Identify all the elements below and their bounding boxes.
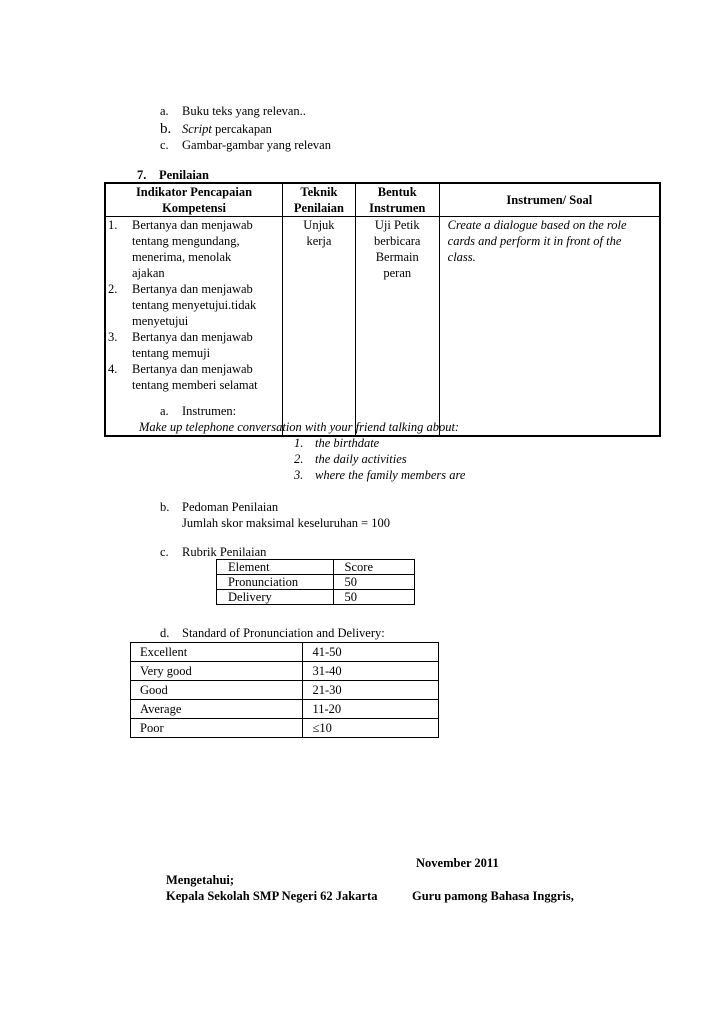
- pedoman-detail: Jumlah skor maksimal keseluruhan = 100: [182, 516, 391, 530]
- media-item-c: [160, 138, 331, 153]
- section-title: Penilaian: [159, 168, 210, 182]
- list-item: [106, 281, 282, 329]
- instrumen-heading: [160, 404, 236, 419]
- instrumen-prompt: Make up telephone conversation with your friend talking about:: [139, 420, 460, 434]
- topic-text: the daily activities: [315, 452, 407, 466]
- table-row: [131, 681, 439, 700]
- header-line: Penilaian: [293, 201, 344, 215]
- rubrik-label: Rubrik Penilaian: [182, 545, 267, 559]
- header-soal: Instrumen/ Soal: [439, 183, 660, 217]
- item-number: 1.: [108, 218, 118, 232]
- item-number: 4.: [108, 362, 118, 376]
- list-marker: c.: [160, 545, 169, 559]
- item-line: Bertanya dan menjawab: [132, 282, 253, 296]
- pedoman-heading: [160, 500, 278, 515]
- range-cell: ≤10: [303, 719, 439, 738]
- table-row: [217, 590, 415, 605]
- grade-cell: Poor: [131, 719, 303, 738]
- standard-label: Standard of Pronunciation and Delivery:: [182, 626, 385, 640]
- item-line: menerima, menolak: [132, 250, 232, 264]
- grade-cell: Average: [131, 700, 303, 719]
- media-item-b: [160, 122, 272, 137]
- section-heading: [137, 168, 209, 183]
- table-row: [217, 575, 415, 590]
- table-row: [217, 560, 415, 575]
- topic-text: where the family members are: [315, 468, 466, 482]
- cell-line: peran: [383, 266, 412, 280]
- range-cell: 31-40: [303, 662, 439, 681]
- list-marker: b.: [160, 500, 170, 514]
- standard-heading: [160, 626, 385, 641]
- media-text: Gambar-gambar yang relevan: [182, 138, 331, 152]
- teknik-cell: [283, 217, 356, 437]
- grade-cell: Good: [131, 681, 303, 700]
- soal-cell: [439, 217, 660, 437]
- item-line: tentang menyetujui.tidak: [132, 298, 257, 312]
- topic-text: the birthdate: [315, 436, 380, 450]
- item-line: Bertanya dan menjawab: [132, 330, 253, 344]
- item-number: 3.: [108, 330, 118, 344]
- item-line: tentang mengundang,: [132, 234, 240, 248]
- footer-guru: Guru pamong Bahasa Inggris,: [412, 889, 574, 903]
- list-marker: b.: [160, 121, 172, 137]
- rubrik-element: Element: [217, 560, 334, 575]
- cell-line: Bermain: [375, 250, 419, 264]
- header-line: Instrumen: [369, 201, 426, 215]
- rubrik-score: Score: [333, 560, 414, 575]
- media-italic-text: Script: [182, 122, 212, 136]
- header-line: Kompetensi: [162, 201, 226, 215]
- header-line: Bentuk: [377, 185, 417, 199]
- topic-number: 2.: [294, 452, 304, 466]
- topic-number: 1.: [294, 436, 304, 450]
- item-line: tentang memuji: [132, 346, 211, 360]
- rubrik-element: Pronunciation: [217, 575, 334, 590]
- list-marker: a.: [160, 104, 169, 118]
- media-text: Buku teks yang relevan..: [182, 104, 306, 118]
- bentuk-cell: [355, 217, 439, 437]
- table-header-row: [105, 183, 660, 217]
- header-bentuk: [355, 183, 439, 217]
- instrumen-label: Instrumen:: [182, 404, 237, 418]
- grade-cell: Very good: [131, 662, 303, 681]
- header-line: Teknik: [300, 185, 338, 199]
- topic-number: 3.: [294, 468, 304, 482]
- cell-line: berbicara: [373, 234, 421, 248]
- item-line: ajakan: [132, 266, 165, 280]
- list-item: [106, 329, 282, 361]
- list-item: [106, 361, 282, 393]
- rubrik-score: 50: [333, 590, 414, 605]
- section-number: 7.: [137, 168, 147, 182]
- topic-item: [294, 468, 465, 483]
- footer-date: November 2011: [416, 856, 499, 870]
- header-indikator: [105, 183, 283, 217]
- item-line: Bertanya dan menjawab: [132, 362, 253, 376]
- item-line: Bertanya dan menjawab: [132, 218, 253, 232]
- assessment-table: [104, 182, 661, 437]
- item-line: tentang memberi selamat: [132, 378, 258, 392]
- list-item: [106, 217, 282, 281]
- cell-line: cards and perform it in front of the: [447, 234, 622, 248]
- table-row: [131, 662, 439, 681]
- media-item-a: [160, 104, 306, 119]
- list-marker: d.: [160, 626, 170, 640]
- rubrik-score: 50: [333, 575, 414, 590]
- cell-line: Unjuk: [303, 218, 335, 232]
- range-cell: 11-20: [303, 700, 439, 719]
- header-teknik: [283, 183, 356, 217]
- topic-item: [294, 452, 407, 467]
- cell-line: class.: [447, 250, 476, 264]
- footer-kepala: Kepala Sekolah SMP Negeri 62 Jakarta: [166, 889, 378, 903]
- topic-item: [294, 436, 379, 451]
- table-row: [131, 700, 439, 719]
- range-cell: 21-30: [303, 681, 439, 700]
- rubrik-heading: [160, 545, 266, 560]
- list-marker: a.: [160, 404, 169, 418]
- rubrik-table: [216, 559, 415, 605]
- item-number: 2.: [108, 282, 118, 296]
- rubrik-element: Delivery: [217, 590, 334, 605]
- media-text: percakapan: [211, 122, 272, 136]
- table-row: [131, 719, 439, 738]
- cell-line: Uji Petik: [374, 218, 420, 232]
- list-marker: c.: [160, 138, 169, 152]
- standard-table: [130, 642, 439, 738]
- range-cell: 41-50: [303, 643, 439, 662]
- grade-cell: Excellent: [131, 643, 303, 662]
- table-row: [131, 643, 439, 662]
- item-line: menyetujui: [132, 314, 189, 328]
- indikator-list: [106, 217, 282, 393]
- cell-line: kerja: [306, 234, 332, 248]
- cell-line: Create a dialogue based on the role: [447, 218, 627, 232]
- header-line: Indikator Pencapaian: [135, 185, 253, 199]
- pedoman-label: Pedoman Penilaian: [182, 500, 279, 514]
- footer-mengetahui: Mengetahui;: [166, 873, 235, 887]
